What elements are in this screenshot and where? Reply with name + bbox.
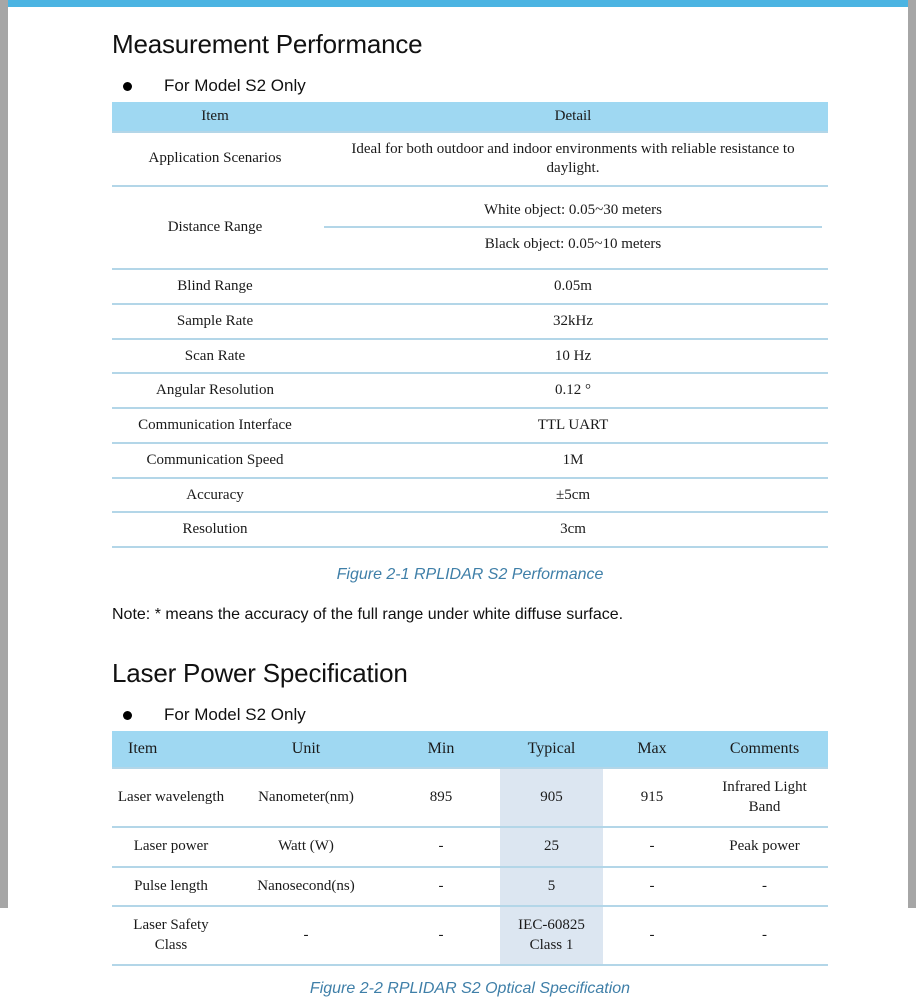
cell-max: - [603, 906, 701, 965]
table-row [112, 304, 828, 339]
bullet-label: For Model S2 Only [164, 76, 306, 95]
cell-unit: Nanosecond(ns) [230, 867, 382, 907]
column-header-detail: Detail [318, 102, 828, 132]
table-header-row [112, 102, 828, 132]
table-row [112, 339, 828, 374]
table-row [112, 768, 828, 827]
table-row [112, 512, 828, 547]
column-header-unit: Unit [230, 731, 382, 768]
cell-min: - [382, 827, 500, 867]
cell-item: Angular Resolution [112, 373, 318, 408]
cell-max: - [603, 827, 701, 867]
cell-unit: Nanometer(nm) [230, 768, 382, 827]
cell-detail: 0.05m [318, 269, 828, 304]
cell-item: Blind Range [112, 269, 318, 304]
cell-comments: - [701, 906, 828, 965]
table-row [112, 269, 828, 304]
cell-item: Laser wavelength [112, 768, 230, 827]
cell-max: 915 [603, 768, 701, 827]
column-header-comments: Comments [701, 731, 828, 768]
cell-typical: 905 [500, 768, 603, 827]
table-measurement-performance [112, 102, 828, 548]
table-row [112, 373, 828, 408]
bullet-dot-icon [123, 82, 132, 91]
figure-caption-2-2: Figure 2-2 RPLIDAR S2 Optical Specification [309, 980, 631, 997]
page-title-laser-power-specification: Laser Power Specification [112, 658, 408, 688]
bullet-dot-icon [123, 711, 132, 720]
page-title-measurement-performance: Measurement Performance [112, 29, 423, 59]
column-header-typical: Typical [500, 731, 603, 768]
cell-unit: Watt (W) [230, 827, 382, 867]
cell-detail: 32kHz [318, 304, 828, 339]
table-row [112, 132, 828, 186]
page-gutter-right [908, 0, 916, 908]
cell-comments: Infrared Light Band [701, 768, 828, 827]
cell-typical: 25 [500, 827, 603, 867]
cell-item: Resolution [112, 512, 318, 547]
table-row [112, 906, 828, 965]
cell-item: Sample Rate [112, 304, 318, 339]
cell-detail: 10 Hz [318, 339, 828, 374]
page-content [8, 7, 908, 997]
table-row [112, 867, 828, 907]
cell-min: - [382, 867, 500, 907]
table-row [112, 478, 828, 513]
cell-detail: 1M [318, 443, 828, 478]
cell-item: Accuracy [112, 478, 318, 513]
bullet-for-model-s2-only-1 [118, 76, 908, 96]
cell-item: Laser Safety Class [112, 906, 230, 965]
cell-comments: - [701, 867, 828, 907]
page-top-accent-bar [8, 0, 908, 7]
cell-item: Distance Range [112, 186, 318, 270]
column-header-item: Item [112, 731, 230, 768]
table-row [112, 827, 828, 867]
page-gutter-left [0, 0, 8, 908]
cell-detail: TTL UART [318, 408, 828, 443]
table-row [112, 186, 828, 270]
bullet-for-model-s2-only-2 [118, 705, 908, 725]
cell-item: Pulse length [112, 867, 230, 907]
cell-detail-line-white: White object: 0.05~30 meters [483, 201, 663, 218]
cell-min: 895 [382, 768, 500, 827]
table-laser-power-specification [112, 731, 828, 966]
figure-caption-2-1: Figure 2-1 RPLIDAR S2 Performance [336, 566, 604, 583]
cell-item: Application Scenarios [112, 132, 318, 186]
cell-min: - [382, 906, 500, 965]
cell-detail-line-black: Black object: 0.05~10 meters [324, 226, 822, 261]
note-accuracy: Note: * means the accuracy of the full range under white diffuse surface. [112, 606, 624, 623]
table-row [112, 408, 828, 443]
column-header-min: Min [382, 731, 500, 768]
cell-item: Communication Speed [112, 443, 318, 478]
cell-typical: 5 [500, 867, 603, 907]
cell-unit: - [230, 906, 382, 965]
cell-detail-split [318, 186, 828, 270]
cell-typical: IEC-60825 Class 1 [500, 906, 603, 965]
cell-detail: 3cm [318, 512, 828, 547]
cell-max: - [603, 867, 701, 907]
cell-item: Scan Rate [112, 339, 318, 374]
cell-item: Laser power [112, 827, 230, 867]
cell-comments: Peak power [701, 827, 828, 867]
bullet-label: For Model S2 Only [164, 705, 306, 724]
column-header-item: Item [112, 102, 318, 132]
cell-detail: Ideal for both outdoor and indoor environments with reliable resistance to daylight. [318, 132, 828, 186]
cell-item: Communication Interface [112, 408, 318, 443]
cell-detail: 0.12 ° [318, 373, 828, 408]
column-header-max: Max [603, 731, 701, 768]
cell-detail: ±5cm [318, 478, 828, 513]
table-header-row [112, 731, 828, 768]
table-row [112, 443, 828, 478]
